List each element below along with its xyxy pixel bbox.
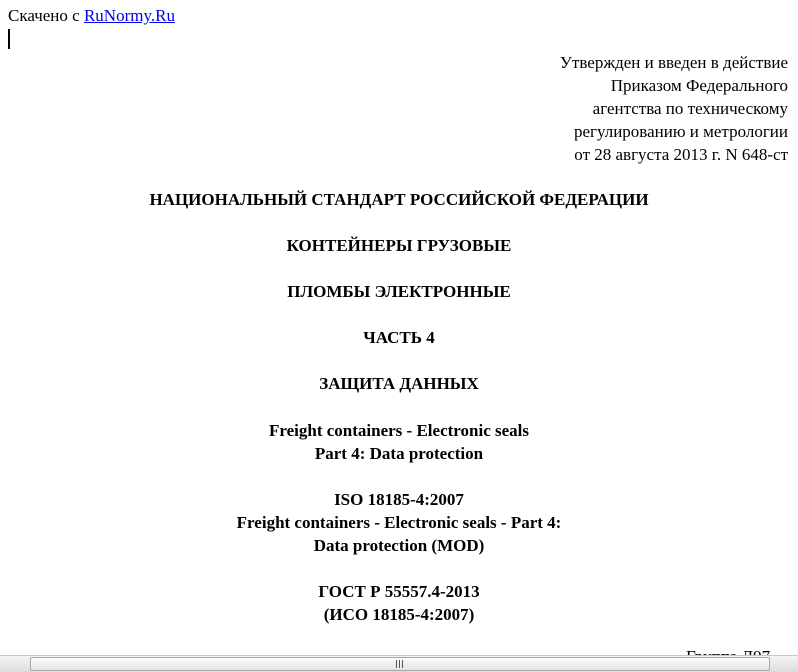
subtitle-heading: ПЛОМБЫ ЭЛЕКТРОННЫЕ — [287, 282, 511, 301]
iso-line: ISO 18185-4:2007 — [334, 490, 464, 509]
gost-iso-designation: (ИСО 18185-4:2007) — [323, 605, 475, 624]
approval-line: от 28 августа 2013 г. N 648-ст — [574, 145, 788, 164]
approval-line: регулированию и метрологии — [573, 122, 788, 141]
part-heading: ЧАСТЬ 4 — [363, 328, 435, 347]
standard-heading: НАЦИОНАЛЬНЫЙ СТАНДАРТ РОССИЙСКОЙ ФЕДЕРАЦИИ — [149, 190, 649, 209]
approval-line: Утвержден и введен в действие — [559, 53, 788, 72]
grip-icon — [396, 660, 405, 668]
english-title-line: Part 4: Data protection — [314, 444, 484, 463]
english-title-line: Freight containers - Electronic seals — [269, 421, 529, 440]
approval-block — [560, 51, 788, 166]
topic-heading: ЗАЩИТА ДАННЫХ — [319, 374, 479, 393]
iso-line: Data protection (MOD) — [313, 536, 485, 555]
approval-line: агентства по техническому — [592, 99, 788, 118]
scrollbar-thumb[interactable] — [30, 657, 770, 671]
iso-line: Freight containers - Electronic seals - Part 4: — [236, 513, 562, 532]
gost-designation: ГОСТ Р 55557.4-2013 — [318, 582, 480, 601]
runormy-link[interactable]: RuNormy.Ru — [83, 6, 175, 25]
subject-heading: КОНТЕЙНЕРЫ ГРУЗОВЫЕ — [286, 236, 512, 255]
text-cursor — [8, 29, 10, 49]
horizontal-scrollbar[interactable] — [0, 655, 798, 672]
source-line — [8, 6, 175, 26]
approval-line: Приказом Федерального — [610, 76, 788, 95]
source-prefix: Скачено с — [8, 6, 84, 25]
